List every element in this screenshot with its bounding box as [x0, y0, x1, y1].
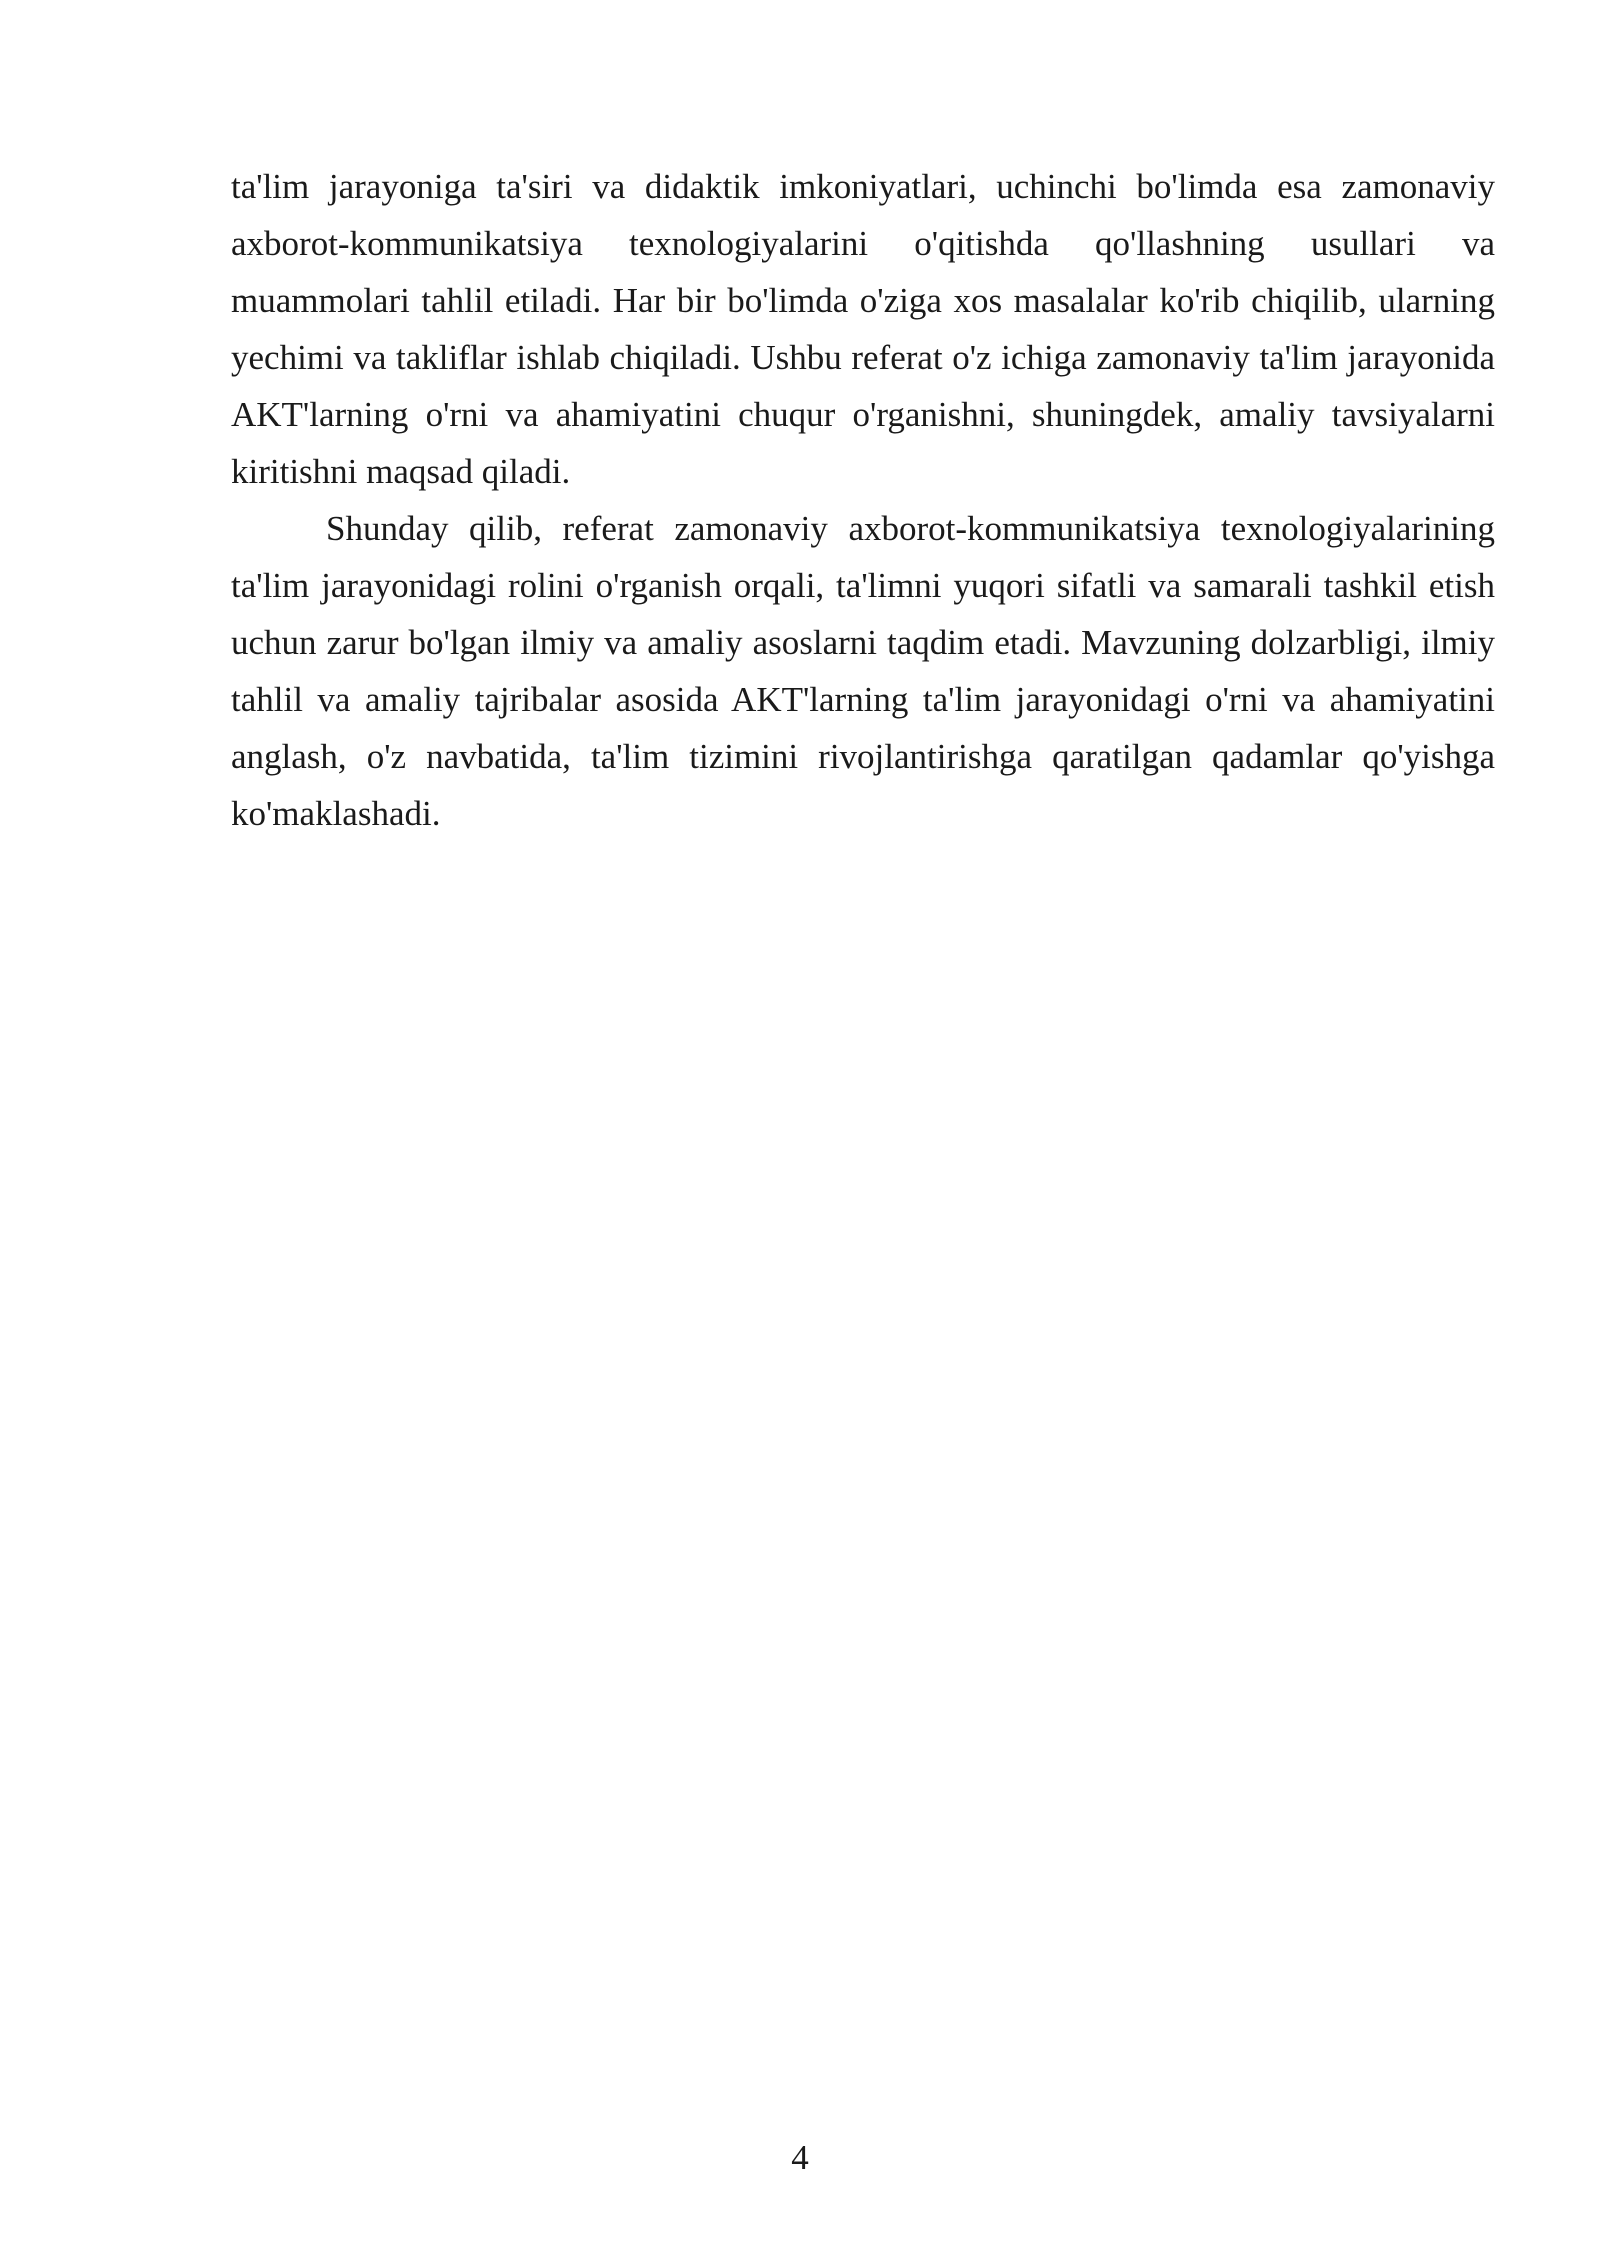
body-text	[231, 158, 1495, 842]
page-number: 4	[791, 2138, 809, 2177]
paragraph-continuation: ta'lim jarayoniga ta'siri va didaktik imkoniyatlari, uchinchi bo'limda esa zamonaviy axborot-kommunikatsiya texnologiyalarini o'qitishda qo'llashning usullari va muammolari tahlil etiladi. Har bir bo'limda o'ziga xos masalalar ko'rib chiqilib, ularning yechimi va takliflar ishlab chiqiladi. Ushbu referat o'z ichiga zamonaviy ta'lim jarayonida AKT'larning o'rni va ahamiyatini chuqur o'rganishni, shuningdek, amaliy tavsiyalarni kiritishni maqsad qiladi.	[231, 167, 1495, 491]
paragraph-conclusion: Shunday qilib, referat zamonaviy axborot-kommunikatsiya texnologiyalarining ta'lim jarayonidagi rolini o'rganish orqali, ta'limni yuqori sifatli va samarali tashkil etish uchun zarur bo'lgan ilmiy va amaliy asoslarni taqdim etadi. Mavzuning dolzarbligi, ilmiy tahlil va amaliy tajribalar asosida AKT'larning ta'lim jarayonidagi o'rni va ahamiyatini anglash, o'z navbatida, ta'lim tizimini rivojlantirishga qaratilgan qadamlar qo'yishga ko'maklashadi.	[231, 509, 1495, 833]
